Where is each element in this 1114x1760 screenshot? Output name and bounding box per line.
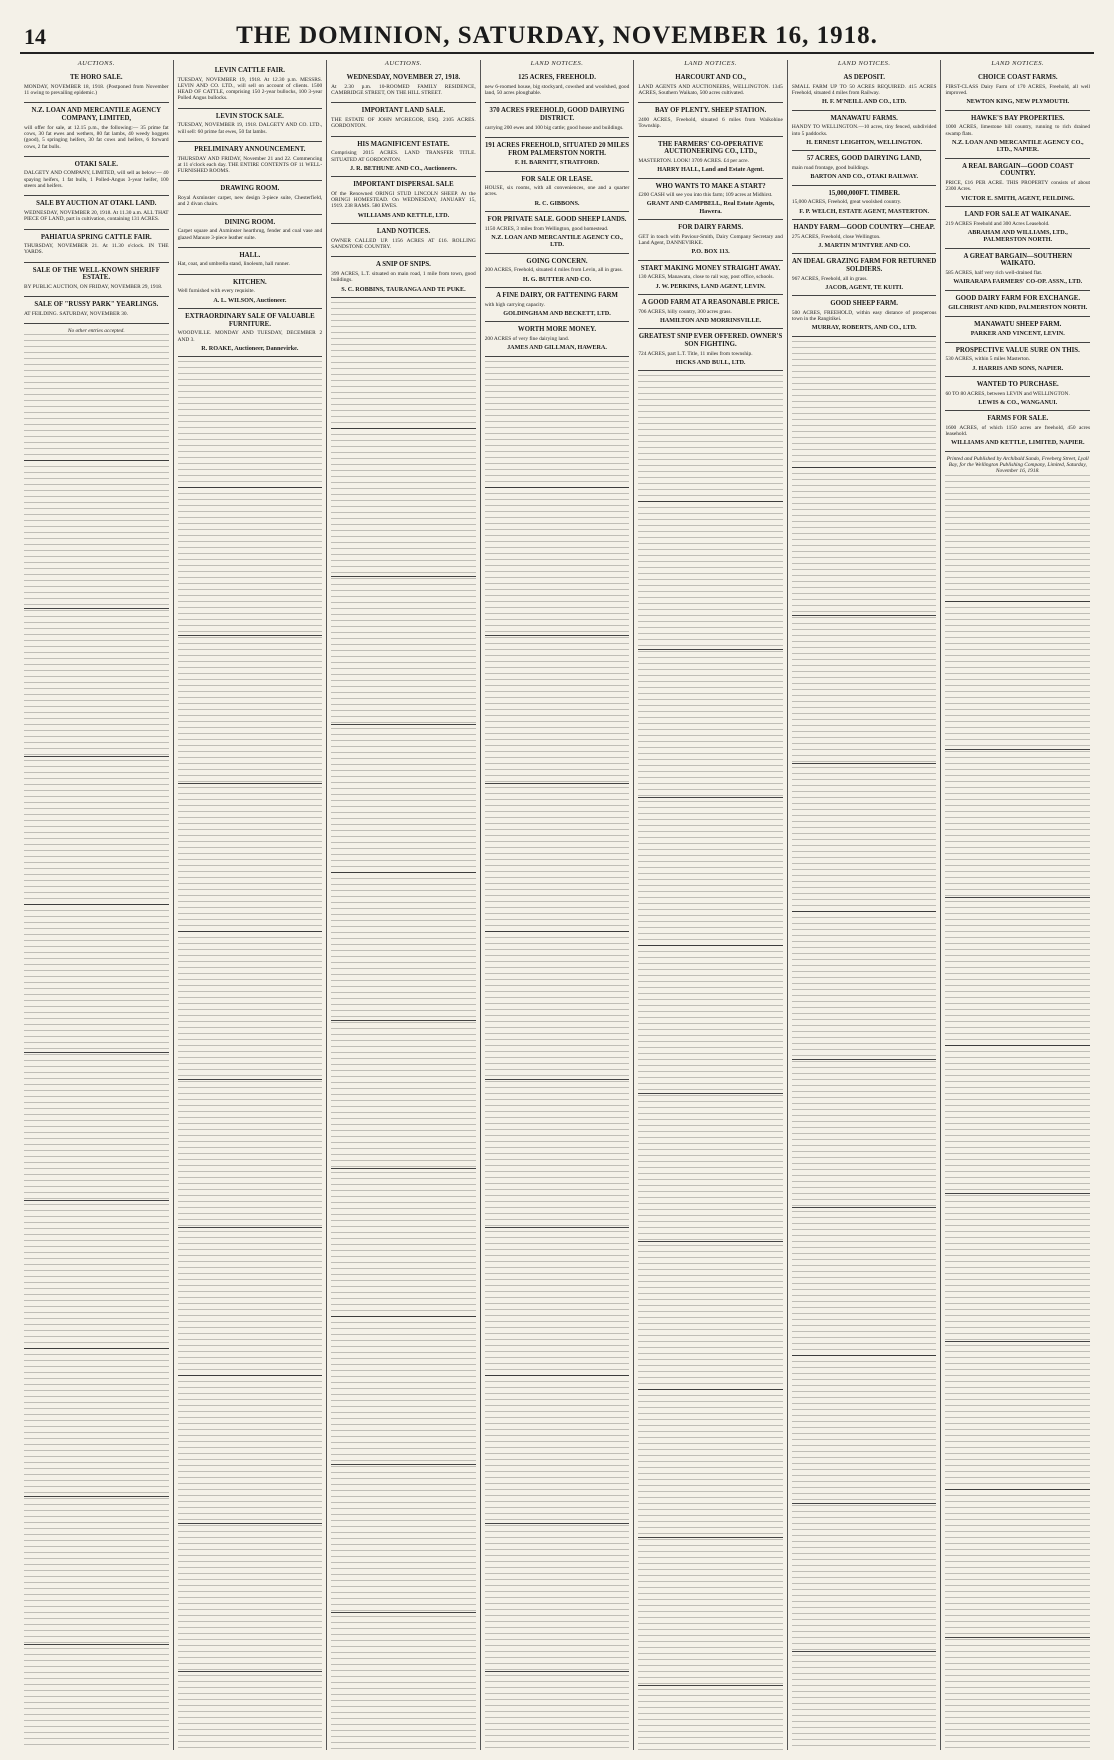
ad-heading: BAY OF PLENTY. SHEEP STATION. [654,107,767,115]
advertisement [945,249,1090,291]
ad-firm: J. MARTIN M'INTYRE AND CO. [818,241,911,249]
advertisement [638,261,783,295]
ad-body: MASTERTON. LOOK! 3709 ACRES. £4 per acre. [638,157,749,164]
ad-body: 724 ACRES, part L.T. Title, 11 miles from township. [638,350,753,357]
ad-heading: 57 ACRES, GOOD DAIRYING LAND, [806,155,922,163]
ad-body: HOUSE, six rooms, with all conveniences, one and a quarter acres. [484,185,630,198]
ad-heading: FOR DAIRY FARMS. [678,224,744,232]
ad-firm: H. F. M'NEILL AND CO., LTD. [821,98,907,106]
ad-firm: P.O. BOX 113. [691,248,730,256]
ad-heading: WORTH MORE MONEY. [517,326,597,334]
ad-firm: JACOB, AGENT, TE KUITI. [825,283,904,291]
advertisement [331,103,476,136]
advertisement [638,70,783,103]
ad-heading: A GREAT BARGAIN—SOUTHERN WAIKATO. [963,252,1073,268]
advertisement [178,109,323,142]
ad-body: WEDNESDAY, NOVEMBER 20, 1918. At 11.30 a.m. ALL THAT PIECE OF LAND, part in cultivation, containing 131 ACRES. [24,209,169,223]
advertisement [24,157,169,196]
ad-heading: HALL. [239,251,261,259]
ad-heading: N.Z. LOAN AND MERCANTILE AGENCY COMPANY, LIMITED, [31,107,162,123]
advertisement [945,207,1090,249]
ad-body: will offer for sale, at 12.15 p.m., the following:— 35 prime fat cows, 30 fat ewes and wethers, 80 fat lambs, 40 weedy hoggets (good), 5 springing heifers, 30 fat cows and heifers, 6 forward cows, 2 fat bulls. [24,124,169,150]
column-1 [20,60,174,1750]
ad-firm: J. HARRIS AND SONS, NAPIER. [972,364,1064,372]
ad-heading: LAND NOTICES. [376,228,431,236]
ad-body: 399 ACRES, L.T. situated on main road, 1 mile from town, good buildings. [331,270,476,284]
ad-heading: GREATEST SNIP EVER OFFERED. OWNER'S SON FIGHTING. [638,333,783,349]
advertisement [945,411,1090,452]
advertisement [792,70,937,111]
ad-body: WOODVILLE. MONDAY AND TUESDAY, DECEMBER 2 AND 3. [177,330,323,343]
ad-body: 530 ACRES, within 5 miles Masterton. [945,356,1031,363]
ad-firm: S. C. ROBBINS, TAURANGA AND TE PUKE. [341,285,466,293]
ad-heading: A GOOD FARM AT A REASONABLE PRICE. [641,299,780,307]
ad-heading: OTAKI SALE. [74,160,118,168]
ad-heading: DRAWING ROOM. [220,185,280,193]
advertisement [331,224,476,257]
ad-heading: FARMS FOR SALE. [987,415,1049,423]
ad-firm: R. ROAKE, Auctioneer, Dannevirke. [201,344,299,352]
ad-heading: LEVIN STOCK SALE. [215,112,284,120]
advertisement [945,291,1090,317]
column-4 [481,60,635,1750]
small-print-texture [178,361,323,1750]
ad-body: DALGETY AND COMPANY, LIMITED, will sell as below:— 40 spaying heifers, 1 fat bulls, 1 Polled-Angus 3-year heifer, 100 steers and heifers. [24,170,169,190]
column-5 [634,60,788,1750]
ad-heading: SALE OF "RUSSY PARK" YEARLINGS. [34,301,159,309]
column-header: LAND NOTICES. [530,60,584,67]
ad-heading: HANDY FARM—GOOD COUNTRY—CHEAP. [793,224,935,232]
ad-body: SMALL FARM UP TO 50 ACRES REQUIRED. 415 ACRES Freehold, situated 4 miles from Railway. [791,83,937,97]
advertisement [792,151,937,185]
ad-heading: AS DEPOSIT. [843,74,885,82]
ad-heading: MANAWATU SHEEP FARM. [974,320,1062,328]
ad-body: LAND AGENTS AND AUCTIONEERS, WELLINGTON. 1345 ACRES, Southern Waikato, 500 acres cultivated. [638,83,783,97]
ad-body: At 2.30 p.m. 10-ROOMED FAMILY RESIDENCE, CAMBRIDGE STREET, ON THE HILL STREET. [331,83,476,97]
ad-firm: GRANT AND CAMPBELL, Real Estate Agents, Hawera. [646,200,775,215]
small-print-texture [485,361,630,1750]
advertisement [945,159,1090,207]
advertisement [945,377,1090,411]
ad-body: 500 ACRES, FREEHOLD, within easy distance of prosperous town in the Rangitikei. [791,309,937,323]
ad-firm: WAIRARAPA FARMERS' CO-OP. ASSN., LTD. [953,278,1083,286]
advertisement [178,142,323,181]
ad-firm: R. C. GIBBONS. [534,199,580,207]
ad-body: 706 ACRES, hilly country, 300 acres grass. [638,308,732,315]
ad-body: Royal Axminster carpet, new design 3-piece suite, Chesterfield, and 2 divan chairs. [177,195,323,208]
ad-heading: THE FARMERS' CO-OPERATIVE AUCTIONEERING CO., LTD., [658,140,764,156]
ad-heading: START MAKING MONEY STRAIGHT AWAY. [640,264,781,272]
ad-body: GET in touch with Paviour-Smith, Dairy Company Secretary and Land Agent, DANNEVIRKE. [638,233,783,247]
ad-heading: WHO WANTS TO MAKE A START? [655,182,766,190]
ad-heading: 370 ACRES FREEHOLD, GOOD DAIRYING DISTRICT. [489,107,625,123]
advertisement [24,196,169,229]
ad-body: Of the Renowned ORINGI STUD LINCOLN SHEEP. At the ORINGI HOMESTEAD. On WEDNESDAY, JANUARY 15, 1919. 238 RAMS. 580 EWES. [331,190,476,210]
ad-body: THE ESTATE OF JOHN M'GREGOR, ESQ. 2105 ACRES. GORDONTON. [331,117,476,130]
ad-body: 275 ACRES, Freehold, close Wellington. [791,233,881,240]
ad-firm: WILLIAMS AND KETTLE, LTD. [357,211,450,219]
advertisement [24,70,169,103]
ad-body: THURSDAY AND FRIDAY, November 21 and 22. Commencing at 11 o'clock each day. THE ENTIRE CONTENTS OF 11 WELL-FURNISHED ROOMS. [177,155,323,175]
ad-body: 200 ACRES, Freehold, situated 4 miles from Levin, all in grass. [484,267,623,274]
ad-heading: A REAL BARGAIN—GOOD COAST COUNTRY. [962,162,1074,178]
column-7 [941,60,1094,1750]
small-print-texture [945,475,1090,1750]
ad-heading: AN IDEAL GRAZING FARM FOR RETURNED SOLDIERS. [792,258,937,273]
ad-heading: SALE BY AUCTION AT OTAKI. LAND. [36,200,157,208]
ad-body: 1150 ACRES, 3 miles from Wellington, good homestead. [484,225,609,232]
ad-body: 585 ACRES, half very rich well-drained flat. [945,269,1043,276]
column-header: LAND NOTICES. [991,60,1045,67]
ad-body: 1000 ACRES, limestone hill country, running to rich drained swamp flats. [945,124,1091,137]
ad-firm: F. P. WELCH, ESTATE AGENT, MASTERTON. [799,207,930,215]
advertisement [331,177,476,224]
advertisement [638,103,783,136]
ad-body: Well furnished with every requisite. [177,288,255,295]
advertisement [178,275,323,309]
ad-heading: HARCOURT AND CO., [675,74,746,82]
column-2 [174,60,328,1750]
ad-heading: KITCHEN. [232,278,267,286]
advertisement [485,322,630,356]
ad-body: 967 ACRES, Freehold, all in grass. [791,275,868,282]
ad-body: 15,000 ACRES, Freehold, great woolshed country. [791,199,902,206]
ad-firm: NEWTON KING, NEW PLYMOUTH. [966,98,1070,106]
ad-body: 219 ACRES Freehold and 300 Acres Leasehold. [945,220,1050,227]
column-header: AUCTIONS. [77,60,115,67]
column-6 [788,60,942,1750]
ad-heading: EXTRAORDINARY SALE OF VALUABLE FURNITURE. [185,313,315,328]
ad-heading: DINING ROOM. [224,218,276,226]
ad-body: 130 ACRES, Manawatu, close to rail way, post office, schools. [638,274,774,281]
advertisement [638,295,783,329]
advertisement [24,230,169,263]
newspaper-title: THE DOMINION, SATURDAY, NOVEMBER 16, 1918. [236,22,878,49]
ad-heading: PRELIMINARY ANNOUNCEMENT. [194,145,306,153]
advertisement [792,296,937,337]
advertisement [945,317,1090,343]
ad-body: 1600 ACRES, of which 1150 acres are freehold, 450 acres leasehold. [945,424,1091,438]
ad-body: Carpet square and Axminster hearthrug, fender and coal vase and glazed Manure 3-piece leather suite. [177,228,323,241]
page-number: 14 [24,24,46,49]
ad-firm: J. W. PERKINS, LAND AGENT, LEVIN. [655,282,766,290]
advertisement [792,220,937,254]
column-header: LAND NOTICES. [684,60,737,67]
ad-body: with high carrying capacity. [484,301,545,308]
ad-heading: HIS MAGNIFICENT ESTATE. [357,140,450,148]
advertisement [178,63,323,109]
ad-heading: HAWKE'S BAY PROPERTIES. [971,114,1065,122]
ad-heading: IMPORTANT DISPERSAL SALE [353,181,454,189]
advertisement [485,172,630,213]
ad-body: OWNER CALLED UP. 1156 ACRES AT £16. ROLLING SANDSTONE COUNTRY. [331,237,476,251]
ad-heading: 125 ACRES, FREEHOLD. [518,74,596,82]
ad-heading: FOR PRIVATE SALE. GOOD SHEEP LANDS. [487,216,627,224]
ad-firm: JAMES AND GILLMAN, HAWERA. [507,344,607,352]
ad-body: Comprising 2015 ACRES. LAND TRANSFER TITLE. SITUATED AT GORDONTON. [331,150,476,163]
advertisement [638,329,783,371]
ad-firm: WILLIAMS AND KETTLE, LIMITED, NAPIER. [950,439,1085,447]
column-footer: No other entries accepted. [67,328,125,335]
ad-firm: BARTON AND CO., OTAKI RAILWAY. [810,173,919,181]
ad-firm: PARKER AND VINCENT, LEVIN. [970,330,1065,338]
ad-body: AT FEILDING. SATURDAY, NOVEMBER 30. [24,310,128,317]
columns [20,60,1094,1750]
ad-heading: GOOD DAIRY FARM FOR EXCHANGE. [955,294,1081,302]
ad-firm: GOLDINGHAM AND BECKETT, LTD. [503,310,611,318]
advertisement [331,137,476,178]
advertisement [331,70,476,103]
ad-firm: HAMILTON AND MORRINSVILLE. [659,317,762,325]
ad-firm: LEWIS & CO., WANGANUI. [978,398,1058,406]
ad-body: 2400 ACRES, Freehold, situated 6 miles from Waikohine Township. [638,117,783,130]
advertisement [485,288,630,322]
advertisement [485,212,630,254]
ad-firm: HARRY HALL, Land and Estate Agent. [657,166,764,174]
advertisement [178,181,323,214]
ad-firm: GILCHRIST AND KIDD, PALMERSTON NORTH. [948,304,1088,312]
ad-heading: LAND FOR SALE AT WAIKANAE. [964,211,1071,219]
ad-firm: ABRAHAM AND WILLIAMS, LTD., PALMERSTON NORTH. [967,228,1068,244]
ad-heading: IMPORTANT LAND SALE. [361,107,446,115]
ad-heading: LEVIN CATTLE FAIR. [214,67,285,74]
advertisement [178,215,323,248]
ad-body: carrying 200 ewes and 100 big cattle; good house and buildings. [484,124,624,131]
advertisement [178,309,323,357]
ad-heading: MANAWATU FARMS. [830,114,898,122]
advertisement [485,138,630,172]
ad-firm: H. ERNEST LEIGHTON, WELLINGTON. [806,139,923,147]
column-footer: Printed and Published by Archibald Sando, Freeberg Street, Lyall Bay, for the Wellington Publishing Company, Limited, Saturday, November 16, 1918. [946,455,1089,475]
advertisement [945,343,1090,377]
small-print-texture [331,302,476,1750]
ad-heading: 191 ACRES FREEHOLD, SITUATED 20 MILES FROM PALMERSTON NORTH. [484,141,630,157]
advertisement [485,103,630,137]
advertisement [24,103,169,156]
ad-heading: GOING CONCERN. [526,257,588,265]
small-print-texture [638,375,783,1750]
ad-firm: N.Z. LOAN AND MERCANTILE AGENCY CO., LTD. [491,234,623,249]
column-header: AUCTIONS. [384,60,423,67]
ad-heading: A SNIP OF SNIPS. [375,261,431,269]
ad-firm: N.Z. LOAN AND MERCANTILE AGENCY CO., LTD., NAPIER. [951,139,1084,154]
ad-heading: 15,000,000FT. TIMBER. [828,189,900,197]
ad-body: new 6-roomed house, big stockyard, cowshed and woolshed, good land, 50 acres ploughable. [484,83,630,97]
ad-heading: A FINE DAIRY, OR FATTENING FARM [496,292,618,300]
advertisement [178,248,323,275]
ad-body: Hat, coat, and umbrella stand, linoleum, hall runner. [177,261,290,268]
ad-body: THURSDAY, NOVEMBER 21. At 11.30 o'clock. IN THE YARDS. [24,243,169,256]
advertisement [792,186,937,220]
ad-body: £200 CASH will see you into this farm; 109 acres at Midhirst. [638,192,773,199]
advertisement [945,70,1090,111]
small-print-texture [792,341,937,1750]
ad-heading: SALE OF THE WELL-KNOWN SHERIFF ESTATE. [32,266,160,282]
advertisement [485,254,630,288]
small-print-texture [24,334,169,1750]
ad-body: TUESDAY, NOVEMBER 19, 1918. DALGETY AND CO. LTD., will sell: 60 prime fat ewes, 50 fat lambs. [177,122,323,135]
ad-heading: CHOICE COAST FARMS. [977,74,1058,82]
ad-body: PRICE, £16 PER ACRE. THIS PROPERTY consists of about 2300 Acres. [945,180,1091,193]
ad-body: TUESDAY, NOVEMBER 19, 1918. At 12.30 p.m. MESSRS. LEVIN AND CO. LTD., will sell on account of clients. 1500 HEAD OF CATTLE, comprising 150 2-year bullocks, 100 3-year Polled Angus bullocks. [177,76,323,102]
advertisement [638,220,783,261]
advertisement [792,254,937,296]
ad-heading: WANTED TO PURCHASE. [976,380,1059,388]
ad-body: 200 ACRES of very fine dairying land. [484,336,570,343]
ad-heading: PROSPECTIVE VALUE SURE ON THIS. [955,346,1080,354]
ad-firm: J. R. BETHUNE AND CO., Auctioneers. [349,164,457,172]
ad-firm: F. H. BARNITT, STRATFORD. [514,159,600,167]
ad-body: main road frontage, good buildings. [791,165,870,172]
ad-firm: VICTOR E. SMITH, AGENT, FEILDING. [960,194,1075,202]
ad-body: BY PUBLIC AUCTION, ON FRIDAY, NOVEMBER 29, 1918. [24,283,163,290]
advertisement [792,111,937,152]
advertisement [485,70,630,103]
ad-firm: A. L. WILSON, Auctioneer. [213,296,287,304]
advertisement [24,263,169,297]
masthead [20,22,1094,54]
ad-heading: TE HORO SALE. [69,74,123,82]
column-header: LAND NOTICES. [837,60,891,67]
ad-body: FIRST-CLASS Dairy Farm of 170 ACRES, Freehold, all well improved. [945,83,1091,97]
advertisement [331,257,476,298]
advertisement [638,179,783,221]
ad-heading: PAHIATUA SPRING CATTLE FAIR. [40,233,152,241]
ad-heading: WEDNESDAY, NOVEMBER 27, 1918. [346,74,461,82]
advertisement [24,297,169,324]
ad-body: 60 TO 80 ACRES, between LEVIN and WELLINGTON. [945,390,1070,397]
ad-firm: MURRAY, ROBERTS, AND CO., LTD. [811,324,917,332]
advertisement [945,111,1090,159]
ad-heading: FOR SALE OR LEASE. [521,175,593,183]
ad-body: MONDAY, NOVEMBER 18, 1918. (Postponed from November 11 owing to prevailing epidemic.) [24,83,169,97]
advertisement [638,137,783,179]
ad-heading: GOOD SHEEP FARM. [830,300,899,308]
ad-body: HANDY TO WELLINGTON.—10 acres, tiny fenced, subdivided into 5 paddocks. [791,124,937,137]
column-3 [327,60,481,1750]
ad-firm: H. G. BUTTER AND CO. [522,275,592,283]
ad-firm: HICKS AND BULL, LTD. [675,358,746,366]
